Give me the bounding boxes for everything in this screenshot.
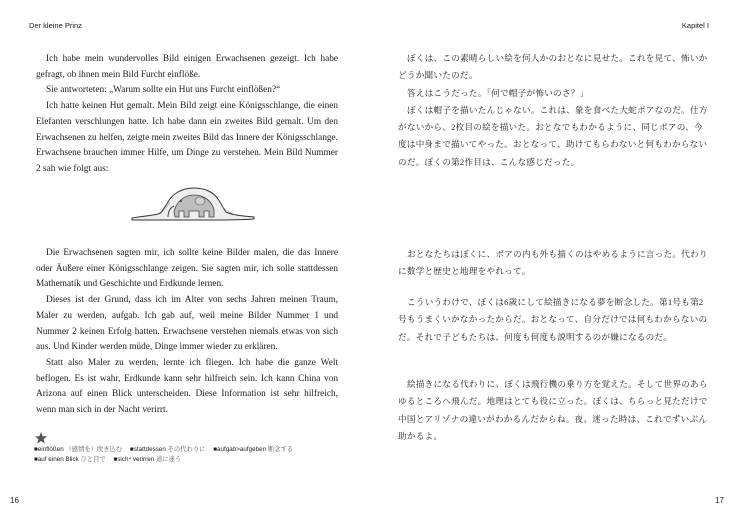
paragraph: こういうわけで、ぼくは6歳にして絵描きになる夢を断念した。第1号も第2号もうまくいかなかったからだ。おとなって、自分だけでは何もわからないのだ。それで子どもたちは、何度も何度も説明するのが嫌になるのだ。 [398, 297, 708, 342]
right-page [368, 0, 736, 522]
paragraph: Dieses ist der Grund, dass ich im Alter von sechs Jahren meinen Traum, Maler zu werden, aufgab. Ich gab auf, weil meine Bilder Nummer 1 und Nummer 2 keinen Erfolg hatten. Erwachsene verstehen niemals etwas von sich aus. Und Kinder werden müde, Dinge immer wieder zu erklären. [36, 295, 338, 353]
glossary-term: ■einflößen [34, 446, 64, 453]
glossary-term: ■aufgab>aufgeben [213, 446, 267, 453]
glossary-item [34, 456, 106, 463]
glossary-term: ■stattdessen [129, 446, 166, 453]
glossary-row [34, 445, 334, 455]
paragraph: Ich habe mein wundervolles Bild einigen Erwachsenen gezeigt. Ich habe gefragt, ob ihnen mein Bild Furcht einflöße. [36, 54, 338, 80]
page-number-left: 16 [10, 496, 19, 505]
glossary-translation: 道に迷う [156, 455, 182, 463]
running-head-left: Der kleine Prinz [29, 21, 82, 30]
paragraph: Ich hatte keinen Hut gemalt. Mein Bild zeigt eine Königsschlange, die einen Elefanten verschlungen hatte. Ich habe dann ein zweites Bild gemalt. Um den Erwachsenen zu helfen, zeigte mein zweites Bild das Innere der Königsschlange. Erwachsene brauchen immer Hilfe, um Dinge zu verstehen. Mein Bild Nummer 2 sah wie folgt aus: [36, 101, 338, 174]
japanese-text-block-2 [398, 246, 710, 281]
japanese-text-block-1 [398, 50, 710, 171]
running-head-right: Kapitel I [681, 21, 709, 30]
glossary-translation: ひと目で [80, 455, 106, 463]
star-ornament-icon [34, 432, 48, 444]
glossary-item [213, 446, 293, 453]
vocabulary-glossary [34, 432, 334, 464]
paragraph: Statt also Maler zu werden, lernte ich fliegen. Ich habe die ganze Welt beflogen. Es ist wahr, Erdkunde kann sehr hilfreich sein. Ich kann China von Arizona auf einen Blick unterscheiden. Diese Information ist sehr hilfreich, wenn man sich in der Nacht verirrt. [36, 357, 338, 416]
glossary-term: ■sich⁴ verirren [113, 455, 155, 463]
boa-constrictor-elephant-illustration [130, 184, 256, 226]
japanese-text-block-4 [398, 376, 710, 445]
glossary-translation: 断念する [267, 446, 294, 453]
glossary-translation: その代わりに [167, 446, 206, 453]
glossary-translation: （感情を）吹き込む [65, 446, 123, 453]
glossary-term: ■auf einen Blick [34, 455, 79, 463]
glossary-item [34, 446, 122, 453]
glossary-row [34, 455, 334, 465]
paragraph: ぼくは帽子を描いたんじゃない。これは、象を食べた大蛇ボアなのだ。仕方がないから、2枚目の絵を描いた。おとなでもわかるように、同じボアの、今度は中身まで描いてやった。おとなって、助けてもらわないと何もわからないのだ。ぼくの第2作目は、こんな感じだった。 [398, 104, 708, 167]
glossary-item [113, 456, 181, 463]
german-text-block-1 [36, 52, 338, 178]
glossary-item [130, 446, 206, 453]
german-text-block-2 [36, 246, 338, 419]
paragraph: おとなたちはぼくに、ボアの内も外も描くのはやめるように言った。代わりに数学と歴史と地理をやれって。 [398, 249, 708, 277]
paragraph: Die Erwachsenen sagten mir, ich sollte keine Bilder malen, die das Innere oder Äußere einer Königsschlange zeigen. Sie sagten mir, ich solle stattdessen Mathematik und Geschichte und Erdkunde lernen. [36, 248, 338, 290]
page-number-right: 17 [715, 496, 724, 505]
paragraph: ぼくは、この素晴らしい絵を何人かのおとなに見せた。これを見て、怖いかどうか聞いたのだ。 [398, 53, 708, 81]
japanese-text-block-3 [398, 294, 710, 346]
paragraph: Sie antworteten: „Warum sollte ein Hut uns Furcht einflößen?“ [46, 85, 281, 96]
paragraph: 答えはこうだった。「何で帽子が怖いのさ？」 [407, 87, 589, 98]
paragraph: 絵描きになる代わりに、ぼくは飛行機の乗り方を覚えた。そして世界のあらゆるところへ飛んだ。地理はとても役に立った。ぼくは、ちらっと見ただけで中国とアリゾナの違いがわかるんだからね。夜、迷った時は、これでずいぶん助かるよ。 [398, 379, 708, 441]
